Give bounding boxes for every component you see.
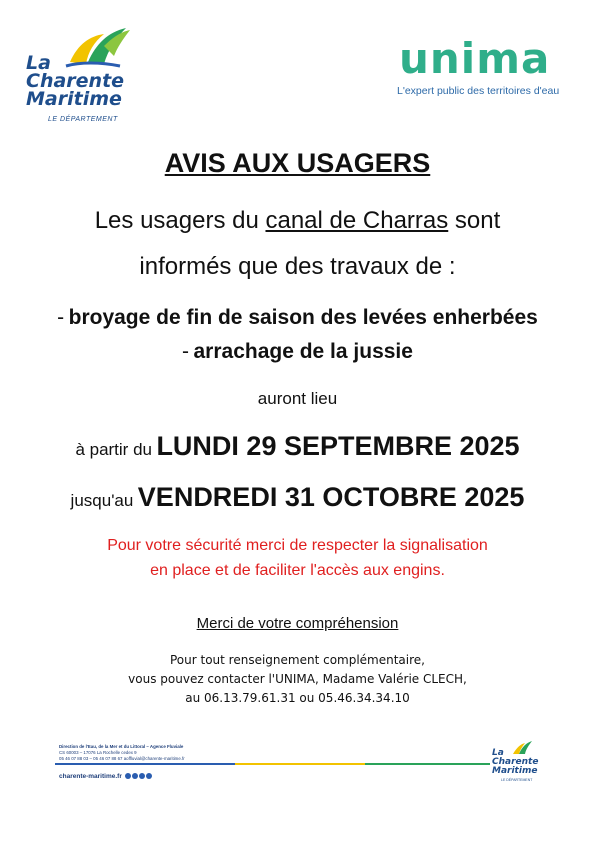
thanks-text: Merci de votre compréhension <box>196 615 399 632</box>
footer-address-1: Direction de l'Eau, de la Mer et du Littoral – Agence Fluviale <box>59 744 184 749</box>
warning-line-2: en place et de faciliter l'accès aux engins. <box>150 562 445 579</box>
footer-site-link[interactable]: charente-maritime.fr <box>59 773 122 780</box>
unima-tagline: L'expert public des territoires d'eau <box>397 85 560 97</box>
warning-line-1: Pour votre sécurité merci de respecter la signalisation <box>107 537 488 554</box>
twitter-icon[interactable] <box>139 773 145 779</box>
facebook-icon[interactable] <box>132 773 138 779</box>
dash: - <box>57 306 65 329</box>
start-prefix: à partir du <box>75 440 152 459</box>
intro-text-end: sont <box>448 207 501 234</box>
footer-divider-green <box>365 763 490 765</box>
footer-logo-charente: Charente <box>492 757 539 767</box>
contact-line-2: vous pouvez contacter l'UNIMA, Madame Valérie CLECH, <box>128 672 467 686</box>
footer-logo-subtitle: LE DÉPARTEMENT <box>501 778 533 782</box>
dash: - <box>182 340 190 363</box>
logo-word-charente: Charente <box>26 70 125 92</box>
footer-website <box>59 773 152 780</box>
footer-address-2: CS 60003 – 17076 La Rochelle cedex 9 <box>59 750 137 755</box>
footer-divider-yellow <box>235 763 365 765</box>
footer-address-3: 05 46 07 88 03 – 05 46 07 88 67 aoffluvial@charente-maritime.fr <box>59 756 185 761</box>
contact-line-1: Pour tout renseignement complémentaire, <box>169 653 425 667</box>
footer-logo-la: La <box>492 748 504 758</box>
instagram-icon[interactable] <box>125 773 131 779</box>
canal-name: canal de Charras <box>265 207 449 234</box>
page-footer <box>55 740 545 790</box>
contact-line-3: au 06.13.79.61.31 ou 05.46.34.34.10 <box>185 691 410 705</box>
logo-word-maritime: Maritime <box>26 88 122 110</box>
footer-divider-blue <box>55 763 235 765</box>
works-item-1 <box>0 306 595 330</box>
intro-line-1 <box>0 207 595 235</box>
start-date: LUNDI 29 SEPTEMBRE 2025 <box>156 431 520 461</box>
end-date: VENDREDI 31 OCTOBRE 2025 <box>137 482 525 512</box>
birds-icon <box>60 22 132 70</box>
logo-subtitle: LE DÉPARTEMENT <box>48 116 118 123</box>
work-text: arrachage de la jussie <box>193 340 413 363</box>
intro-text-start: Les usagers du <box>94 207 266 234</box>
logo-word-la: La <box>26 52 51 74</box>
start-date-line <box>0 431 595 462</box>
end-date-line <box>0 482 595 513</box>
linkedin-icon[interactable] <box>146 773 152 779</box>
charente-maritime-logo <box>22 22 132 130</box>
footer-logo-maritime: Maritime <box>492 766 538 776</box>
unima-logo <box>395 34 580 100</box>
intro-line-2: informés que des travaux de : <box>139 253 456 280</box>
works-item-2 <box>0 340 595 364</box>
end-prefix: jusqu'au <box>70 491 134 510</box>
page-title: AVIS AUX USAGERS <box>164 148 431 178</box>
work-text: broyage de fin de saison des levées enherbées <box>68 306 538 329</box>
unima-wordmark: unima <box>399 34 551 83</box>
auront-lieu: auront lieu <box>257 389 338 408</box>
footer-birds-icon <box>511 740 533 756</box>
